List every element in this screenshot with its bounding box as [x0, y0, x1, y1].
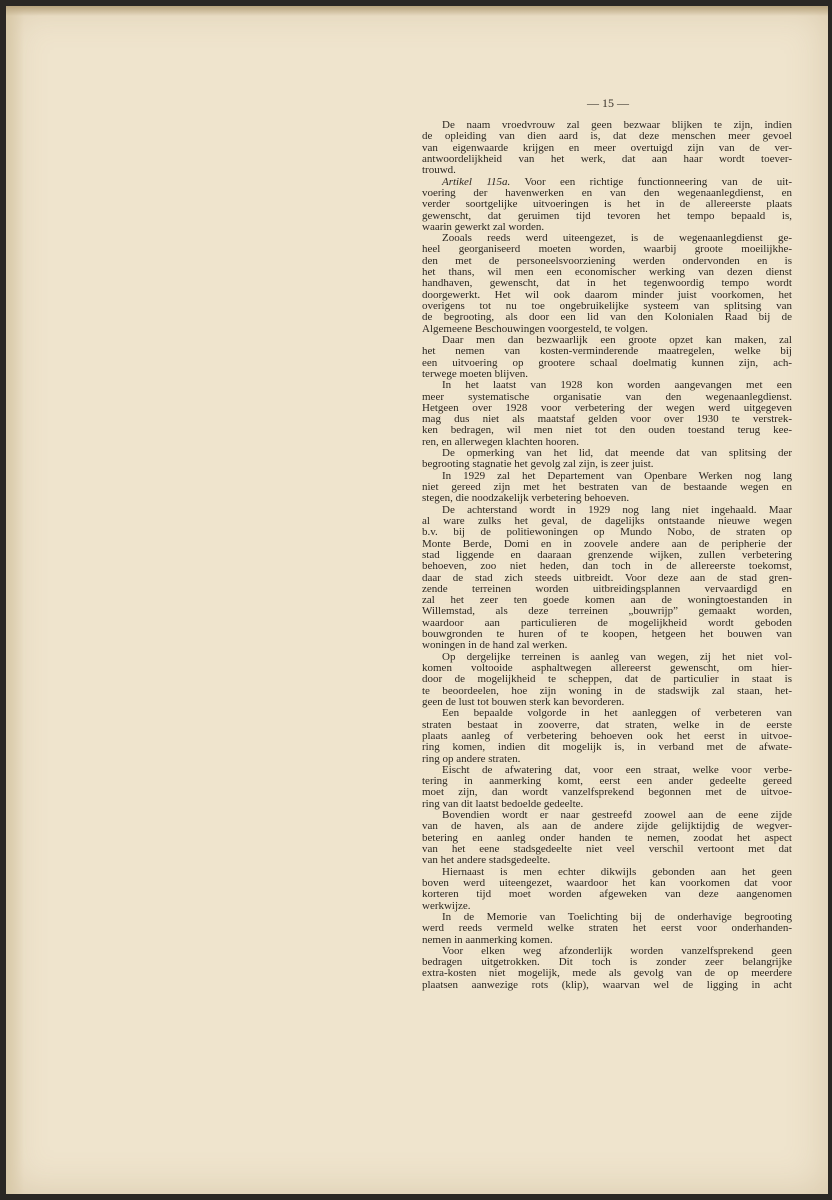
text-line: trouwd. — [422, 164, 456, 177]
text-line: Bovendien wordt er naar gestreefd zoowel aan de eene zijde — [442, 809, 792, 822]
text-line: plaats aanleg of verbetering behoeven ook het eerst in uitvoe- — [422, 729, 792, 742]
text-line: van het andere stadsgedeelte. — [422, 854, 551, 867]
text-line: b.v. bij de politiewoningen op Mundo Nobo, de straten op — [422, 526, 792, 539]
text-line: den met de personeelsvoorziening werden ondervonden en is — [422, 254, 792, 267]
text-line: De opmerking van het lid, dat meende dat van splitsing der — [442, 447, 792, 460]
text-line: Zooals reeds werd uiteengezet, is de wegenaanlegdienst ge- — [442, 232, 792, 245]
text-line: de begrooting, als door een lid van den Kolonialen Raad bij de — [422, 311, 792, 324]
text-line: In het laatst van 1928 kon worden aangevangen met een — [442, 379, 792, 392]
text-line: Op dergelijke terreinen is aanleg van wegen, zij het niet vol- — [442, 650, 792, 663]
text-line: ren, en allerwegen klachten hooren. — [422, 435, 579, 448]
text-line: handhaven, gewenscht, dat in het tegenwoordig tempo wordt — [422, 277, 792, 290]
text-line: In de Memorie van Toelichting bij de onderhavige begrooting — [442, 910, 792, 923]
text-line: extra-kosten niet mogelijk, mede als gevolg van de op meerdere — [422, 967, 792, 980]
text-line: terwege moeten blijven. — [422, 367, 528, 380]
text-line: werkwijze. — [422, 899, 471, 912]
text-line: bedragen uitgetrokken. Dit toch is zonder zeer belangrijke — [422, 956, 792, 969]
text-line: Eischt de afwatering dat, voor een straat, welke voor verbe- — [442, 763, 792, 776]
text-line: ring komen, indien dit mogelijk is, in verband met de afwate- — [422, 741, 792, 754]
page-edge-shadow — [6, 6, 24, 1194]
text-line: zal het zeer ten goede komen aan de woningtoestanden in — [422, 594, 792, 607]
text-line: ring van dit laatst bedoelde gedeelte. — [422, 797, 584, 810]
text-line: tering in aanmerking komt, eerst een ander gedeelte gereed — [422, 775, 792, 788]
text-line: De achterstand wordt in 1929 nog lang niet ingehaald. Maar — [442, 503, 792, 516]
text-line: moet zijn, dan wordt vanzelfsprekend begonnen met de uitvoe- — [422, 786, 792, 799]
text-line: In 1929 zal het Departement van Openbare Werken nog lang — [442, 469, 792, 482]
text-line: De naam vroedvrouw zal geen bezwaar blijken te zijn, indien — [442, 119, 792, 131]
text-line: door de mogelijkheid te scheppen, dat de particulier in staat is — [422, 673, 792, 686]
text-line: doorgewerkt. Het wil ook daarom minder juist voorkomen, het — [422, 288, 792, 301]
text-line: voering der havenwerken en van den wegenaanlegdienst, en — [422, 186, 792, 199]
text-line: verder soortgelijke uitvoeringen is het in de allereerste plaats — [422, 198, 792, 211]
text-line: Hetgeen over 1928 voor verbetering der wegen werd uitgegeven — [422, 401, 792, 414]
text-line: straten bestaat in zooverre, dat straten, welke in de eerste — [422, 718, 792, 731]
text-line: te beoordeelen, hoe zijn woning in de stadswijk zal staan, het- — [422, 684, 792, 697]
text-line: werd reeds vermeld welke straten het eerst voor onderhanden- — [422, 922, 792, 935]
text-line: de opleiding van dien aard is, dat deze menschen meer gevoel — [422, 130, 792, 143]
text-line: mag dus niet als maatstaf gelden voor over 1930 te verstrek- — [422, 413, 792, 426]
text-line: Monte Berde, Domi en in zoovele andere aan de peripherie der — [422, 537, 792, 550]
text-line: niet gereed zijn met het bestraten van de bestaande wegen en — [422, 481, 792, 493]
text-line: al ware zulks het geval, de dagelijks ontstaande nieuwe wegen — [422, 514, 792, 527]
text-line: stad liggende en daaraan grenzende wijken, zullen verbetering — [422, 548, 792, 561]
text-line: een uitvoering op grootere schaal doelmatig kunnen zijn, ach- — [422, 356, 792, 369]
text-line-content: Voor een richtige functionneering van de uit- — [510, 175, 792, 188]
body-text-column — [422, 120, 792, 991]
article-heading: Artikel 115a. — [442, 175, 511, 188]
text-line: plaatsen aanwezige rots (klip), waarvan wel de ligging in acht — [422, 978, 792, 991]
text-line: woningen in de hand zal werken. — [422, 639, 568, 652]
text-line: Willemstad, als deze terreinen „bouwrijp” gemaakt worden, — [422, 605, 792, 618]
text-line: waardoor aan particulieren de mogelijkheid wordt geboden — [422, 616, 792, 629]
text-line: waarin gewerkt zal worden. — [422, 220, 545, 233]
text-line: betering en aanleg onder handen te nemen, zoodat het aspect — [422, 831, 792, 844]
text-line: van eigenwaarde krijgen en meer overtuigd zijn van de ver- — [422, 141, 792, 154]
text-line: korteren tijd moet worden afgeweken van deze aangenomen — [422, 888, 792, 901]
text-line: Een bepaalde volgorde in het aanleggen of verbeteren van — [442, 707, 792, 720]
text-line: ring op andere straten. — [422, 752, 521, 765]
text-line: nemen in aanmerking komen. — [422, 933, 553, 946]
text-line: boven werd uiteengezet, waardoor het kan voorkomen dat voor — [422, 876, 792, 889]
text-line: heel georganiseerd moeten worden, waarbij groote moeilijkhe- — [422, 243, 792, 256]
text-line: Algemeene Beschouwingen voorgesteld, te volgen. — [422, 322, 648, 335]
text-line: Voor elken weg afzonderlijk worden vanzelfsprekend geen — [442, 944, 792, 957]
text-line: daar de stad zich steeds uitbreidt. Voor deze aan de stad gren- — [422, 571, 792, 584]
text-line: het thans, wil men een economischer werking van dezen dienst — [422, 266, 792, 279]
text-line: Daar men dan bezwaarlijk een groote opzet kan maken, zal — [442, 333, 792, 346]
text-line: begrooting stagnatie het gevolg zal zijn, is zeer juist. — [422, 458, 654, 471]
text-line: meer systematische organisatie van den wegenaanlegdienst. — [422, 390, 792, 403]
text-line: stegen, die noodzakelijk verbetering behoeven. — [422, 492, 630, 505]
text-line: geen de lust tot bouwen sterk kan bevorderen. — [422, 695, 625, 708]
text-line: ken bedragen, wil men niet tot den ouden toestand terug kee- — [422, 424, 792, 437]
text-line: gewenscht, dat geruimen tijd tevoren het tempo bepaald is, — [422, 209, 792, 222]
text-line: Hiernaast is men echter dikwijls gebonden aan het geen — [442, 865, 792, 878]
text-line: behoeven, zoo niet heden, dan toch in de allereerste toekomst, — [422, 560, 792, 573]
text-line: van het eene stadsgedeelte niet veel verschil vertoont met dat — [422, 843, 792, 855]
text-line: antwoordelijkheid van het werk, dat aan haar wordt toever- — [422, 152, 792, 165]
text-line: het nemen van kosten-verminderende maatregelen, welke bij — [422, 345, 792, 358]
page-top-shadow — [6, 6, 828, 16]
text-line: van de haven, als aan de andere zijde gelijktijdig de wegver- — [422, 820, 792, 833]
text-line: komen voltooide asphaltwegen allereerst gewenscht, om hier- — [422, 662, 792, 674]
text-line: zende terreinen worden uitbreidingsplannen vervaardigd en — [422, 582, 792, 595]
text-line: overigens tot nu toe ongebruikelijke systeem van splitsing van — [422, 300, 792, 312]
page-number: — 15 — — [587, 96, 629, 110]
text-line: bouwgronden te huren of te koopen, hetgeen het bouwen van — [422, 628, 792, 641]
